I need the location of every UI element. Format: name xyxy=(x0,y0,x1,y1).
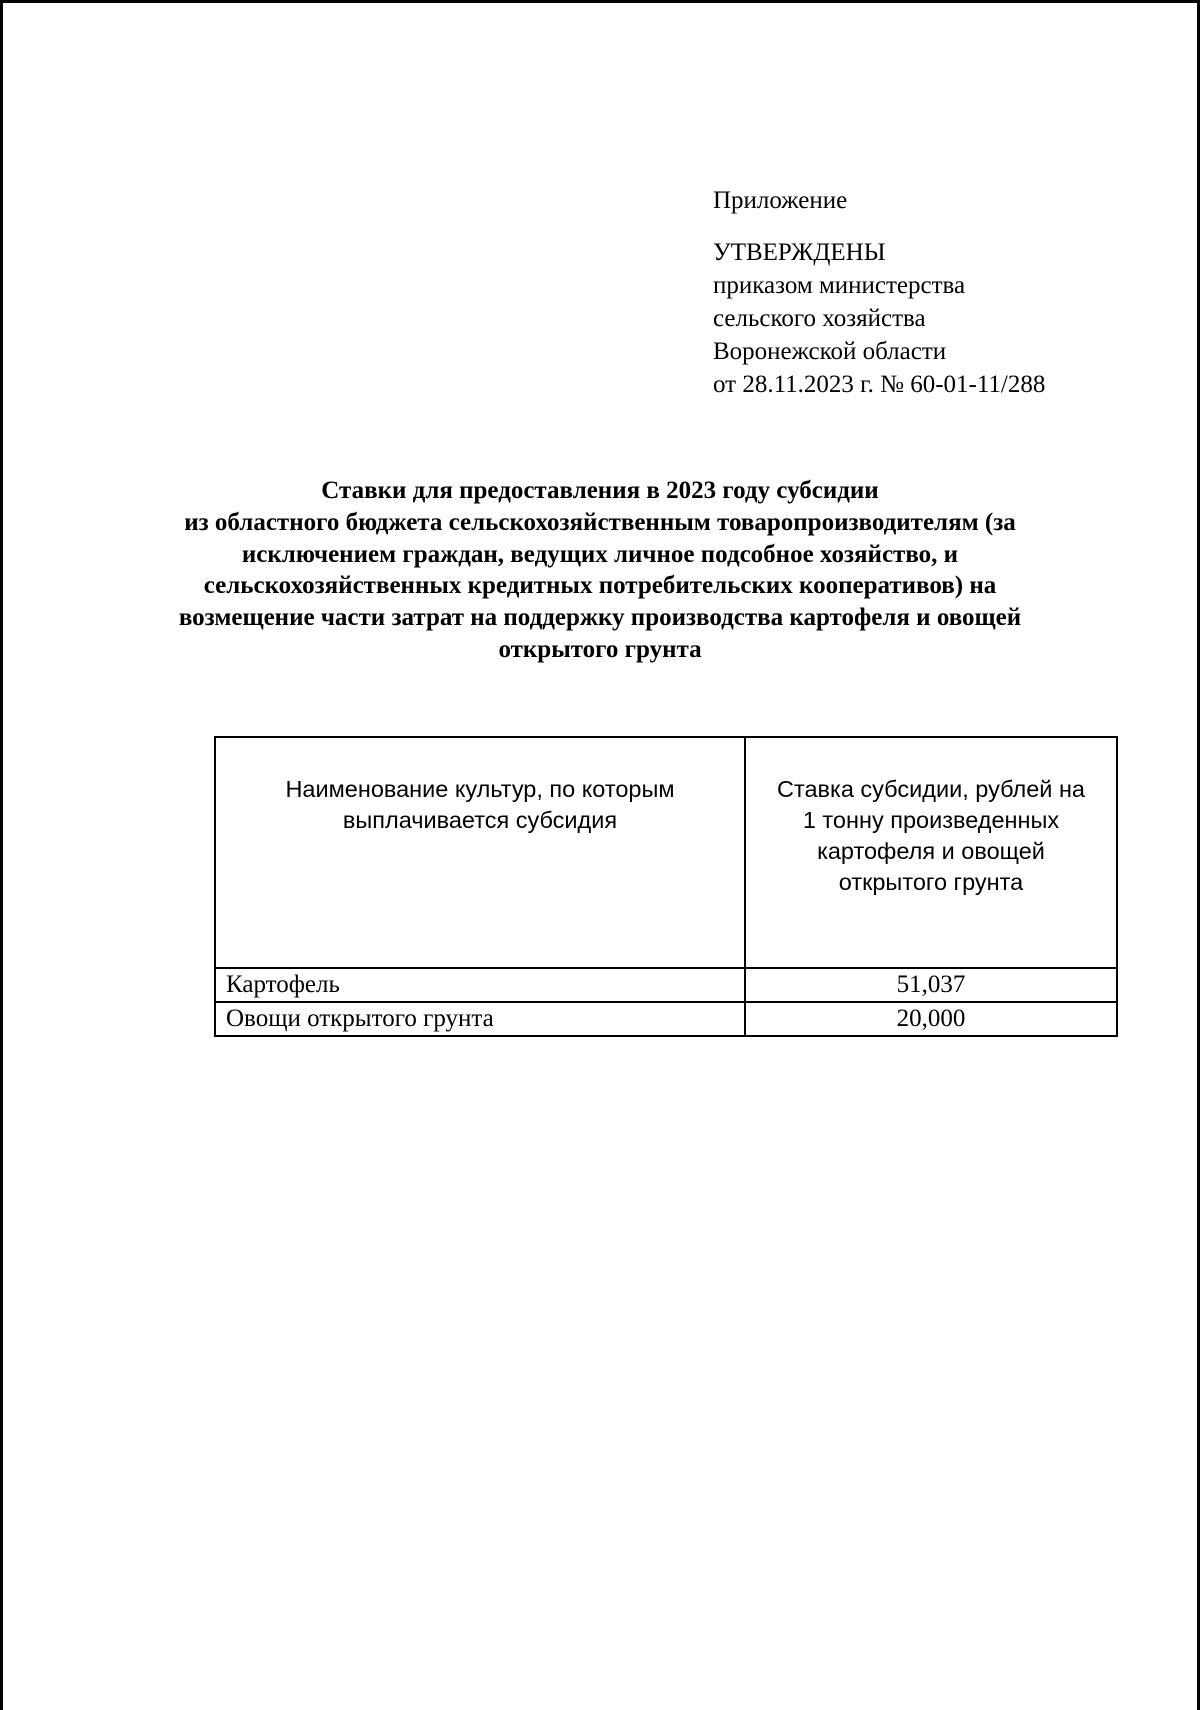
table-row xyxy=(215,1002,1117,1036)
subsidy-rates-table xyxy=(214,736,1118,1037)
page-edge-top xyxy=(0,0,1200,3)
rate-value-cell: 51,037 xyxy=(745,968,1117,1002)
column-header-rate: Ставка субсидии, рублей на 1 тонну произведенных картофеля и овощей открытого грунта xyxy=(745,737,1117,968)
approval-line-1: приказом министерства xyxy=(713,272,966,299)
table-row xyxy=(215,968,1117,1002)
approval-line-2: сельского хозяйства xyxy=(713,305,926,332)
approval-block xyxy=(713,184,1183,401)
approved-label: УТВЕРЖДЕНЫ xyxy=(713,239,886,266)
table-header-row xyxy=(215,737,1117,968)
title-line: из областного бюджета сельскохозяйственным товаропроизводителям (за xyxy=(184,508,1016,536)
title-line: исключением граждан, ведущих личное подсобное хозяйство, и xyxy=(241,540,959,568)
title-line: возмещение части затрат на поддержку производства картофеля и овощей xyxy=(178,604,1022,632)
crop-name-cell: Картофель xyxy=(215,968,745,1002)
approval-line-3: Воронежской области xyxy=(713,338,947,365)
title-line: открытого грунта xyxy=(498,635,702,663)
order-reference: от 28.11.2023 г. № 60-01-11/288 xyxy=(713,371,1046,398)
appendix-label: Приложение xyxy=(713,187,848,214)
crop-name-cell: Овощи открытого грунта xyxy=(215,1002,745,1036)
title-line: сельскохозяйственных кредитных потребительских кооперативов) на xyxy=(203,572,997,600)
document-title xyxy=(80,475,1120,666)
page-edge-left xyxy=(0,0,3,1710)
rate-value-cell: 20,000 xyxy=(745,1002,1117,1036)
column-header-crop-name: Наименование культур, по которым выплачивается субсидия xyxy=(215,737,745,968)
title-line: Ставки для предоставления в 2023 году субсидии xyxy=(321,477,879,504)
